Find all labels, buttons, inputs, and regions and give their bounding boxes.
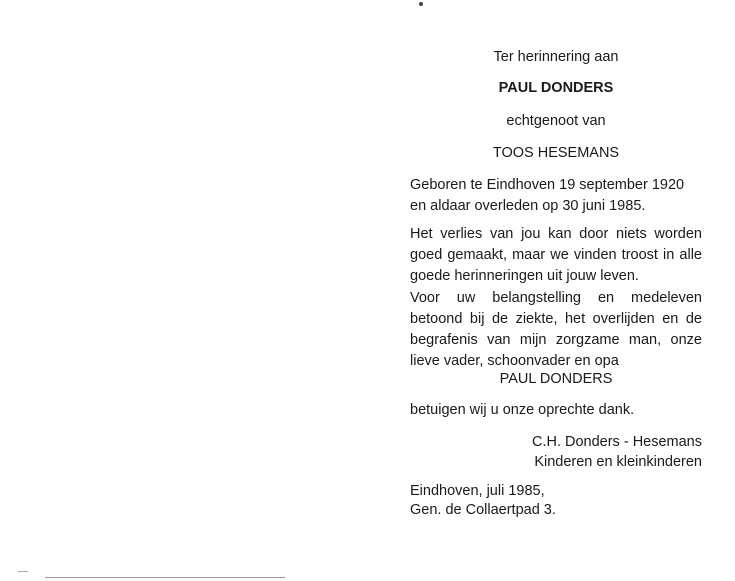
thanks-line: betoond bij de ziekte, het overlijden en de <box>410 311 702 327</box>
relation-text: echtgenoot van <box>506 113 606 129</box>
thanks-paragraph <box>410 288 702 372</box>
birth-line: Geboren te Eindhoven 19 september 1920 <box>410 177 685 193</box>
verse-line: goede herinneringen uit jouw leven. <box>410 268 639 284</box>
signature-family: Kinderen en kleinkinderen <box>534 454 702 470</box>
signature-block <box>410 432 702 472</box>
spouse-name: TOOS HESEMANS <box>492 145 620 161</box>
deceased-name: PAUL DONDERS <box>498 80 614 96</box>
intro-text: Ter herinnering aan <box>493 49 619 65</box>
verse-paragraph <box>410 224 702 287</box>
address: Gen. de Collaertpad 3. <box>410 502 556 518</box>
thanks-line: Voor uw belangstelling en medeleven <box>410 290 702 306</box>
verse-line: goed gemaakt, maar we vinden troost in alle <box>410 247 702 263</box>
thanks-line: lieve vader, schoonvader en opa <box>410 353 619 369</box>
death-line: en aldaar overleden op 30 juni 1985. <box>410 198 646 214</box>
thanks-closing: betuigen wij u onze oprechte dank. <box>410 402 635 418</box>
scan-speck <box>419 2 423 6</box>
place-date: Eindhoven, juli 1985, <box>410 483 545 499</box>
verse-line: Het verlies van jou kan door niets worden <box>410 226 702 242</box>
thanks-line: begrafenis van mijn zorgzame man, onze <box>410 332 702 348</box>
birth-death-paragraph <box>410 175 702 217</box>
deceased-name-repeat: PAUL DONDERS <box>499 371 613 387</box>
scan-edge-line <box>45 577 285 578</box>
scan-edge-mark <box>18 571 28 572</box>
signature-spouse: C.H. Donders - Hesemans <box>531 434 702 450</box>
